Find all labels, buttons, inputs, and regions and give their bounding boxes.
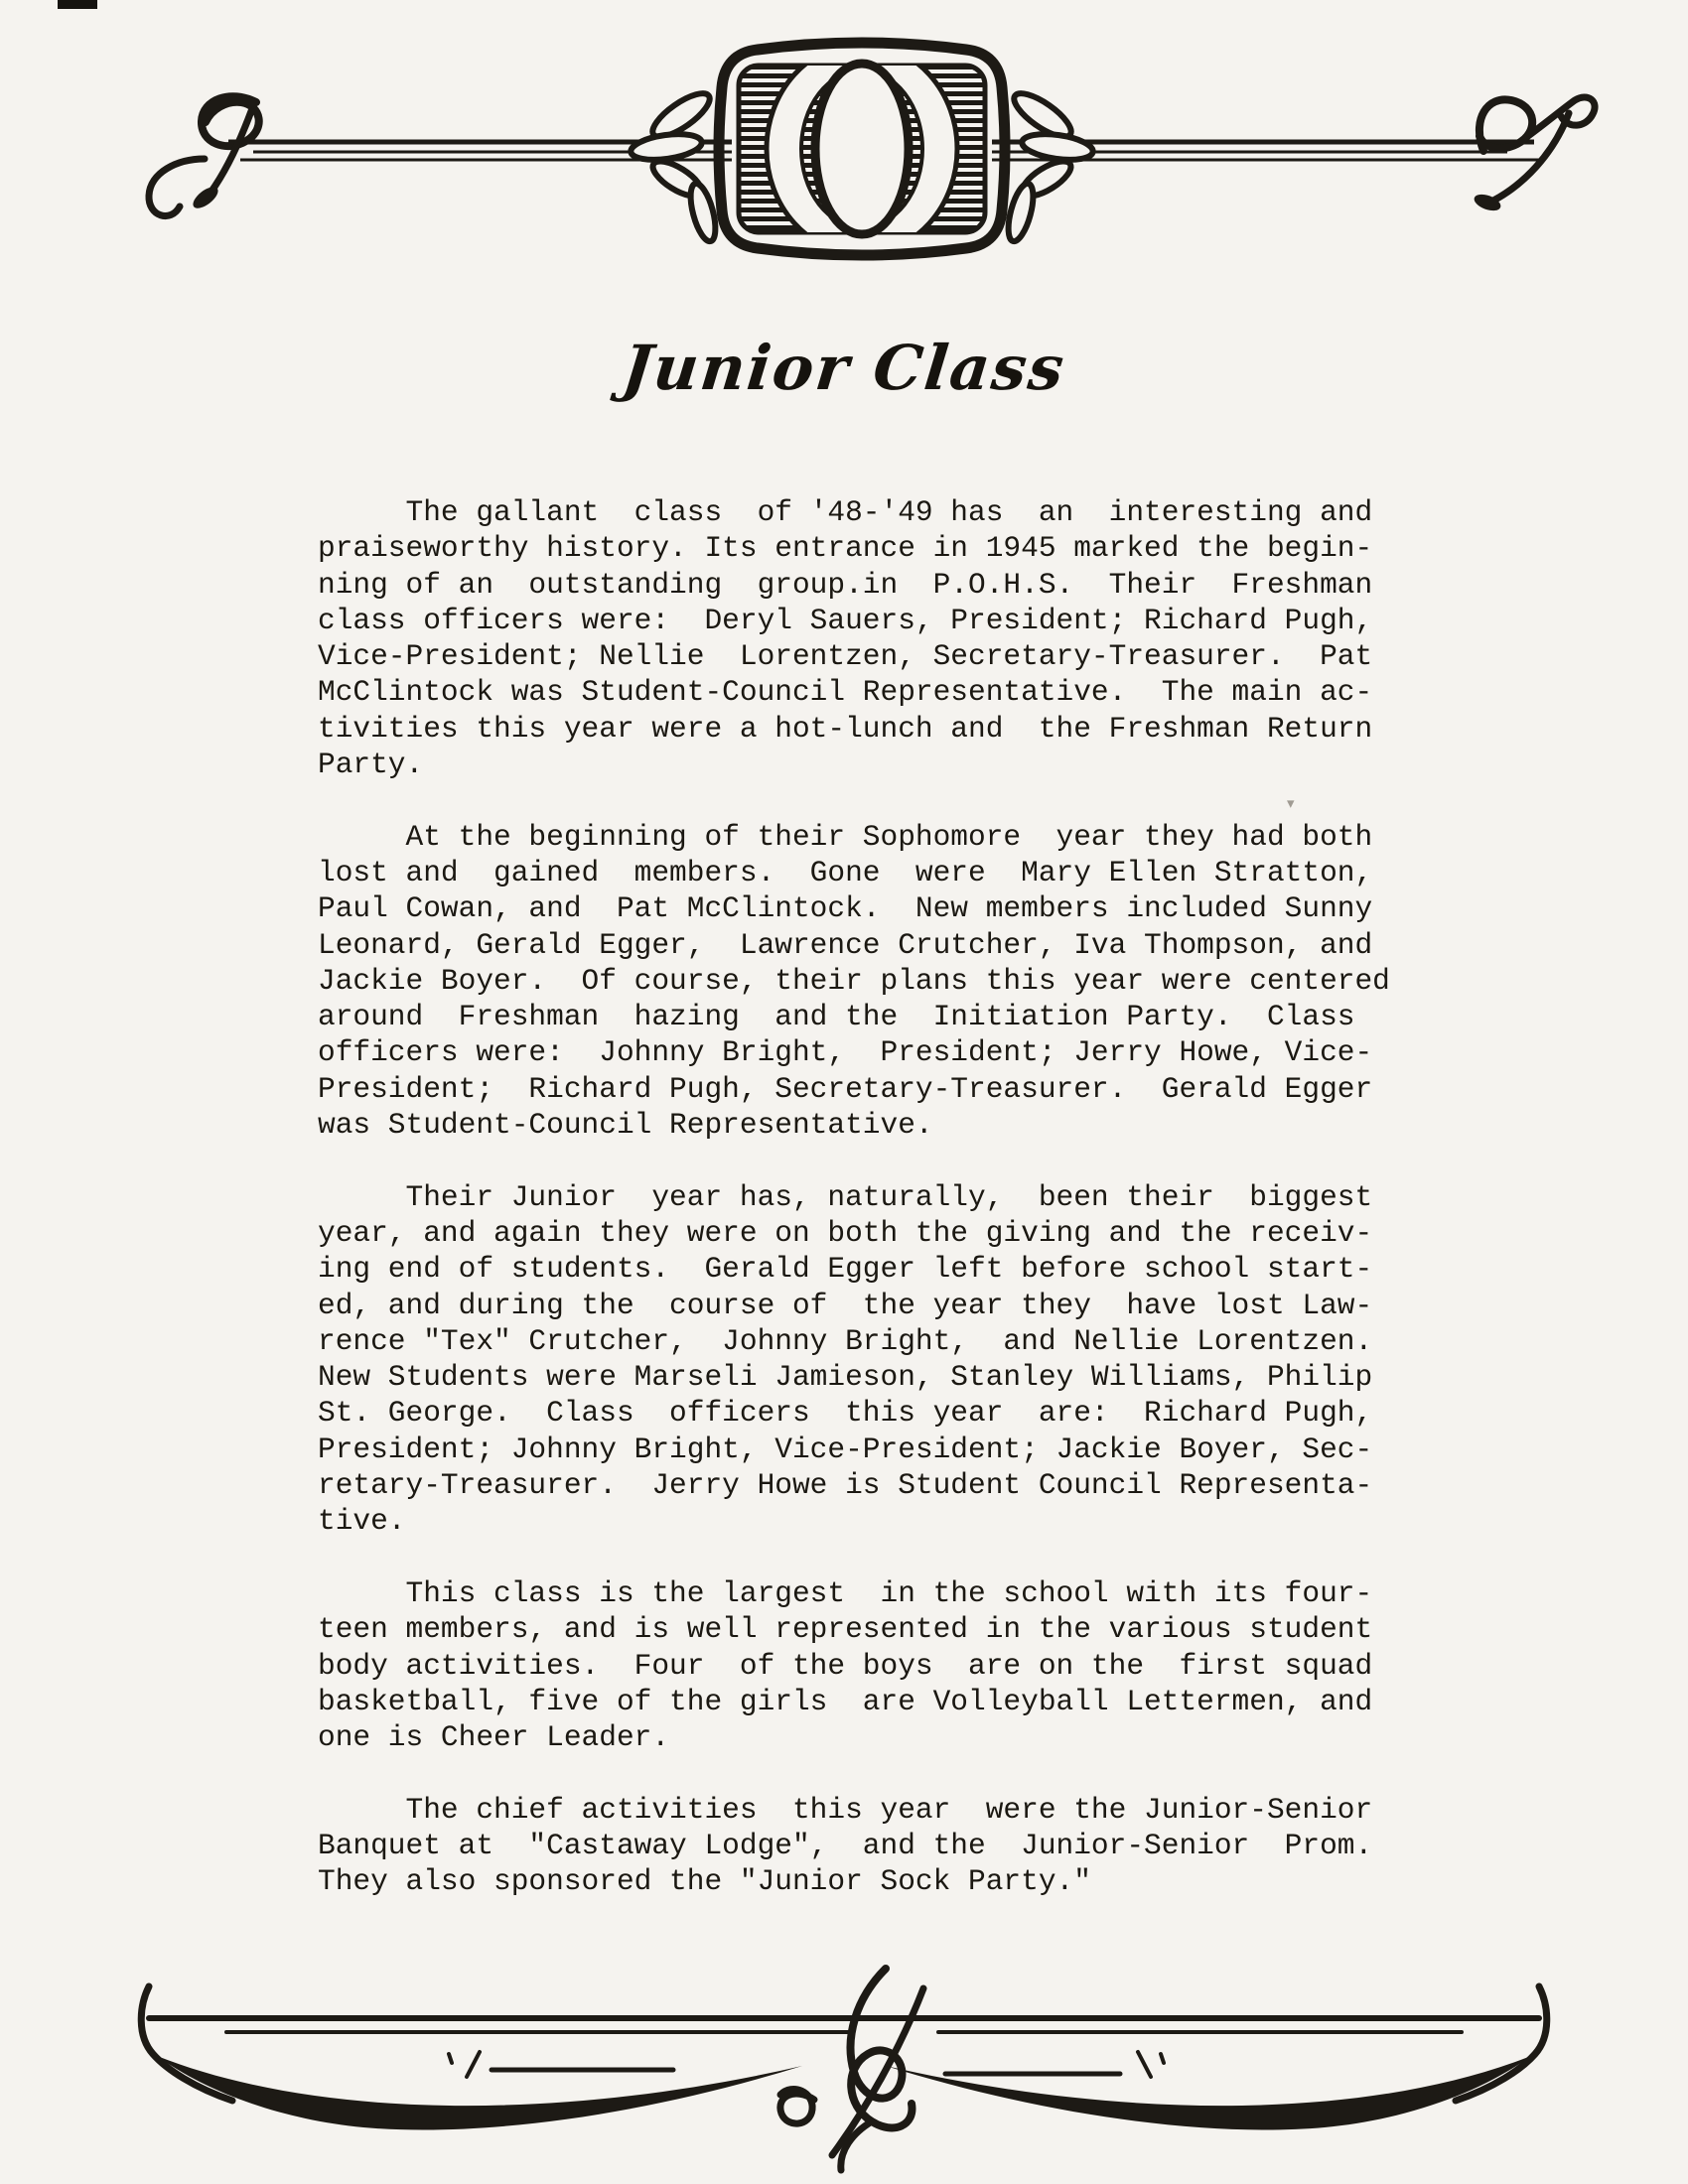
text-line: ing end of students. Gerald Egger left before school start- xyxy=(318,1252,1373,1287)
body-text xyxy=(318,494,1390,1900)
text-line: ed, and during the course of the year they have lost Law- xyxy=(318,1288,1373,1322)
footer-script-flourish xyxy=(780,1969,923,2170)
text-line: They also sponsored the "Junior Sock Party." xyxy=(318,1864,1091,1899)
stray-mark: ▾ xyxy=(1287,794,1295,812)
text-line: Banquet at "Castaway Lodge", and the Junior-Senior Prom. xyxy=(318,1828,1373,1862)
text-line: Their Junior year has, naturally, been their biggest xyxy=(318,1179,1373,1214)
text-line: praiseworthy history. Its entrance in 1945 marked the begin- xyxy=(318,531,1373,566)
text-line: The gallant class of '48-'49 has an interesting and xyxy=(318,495,1373,529)
text-line: rence "Tex" Crutcher, Johnny Bright, and Nellie Lorentzen. xyxy=(318,1323,1373,1358)
text-line: President; Johnny Bright, Vice-President; Jackie Boyer, Sec- xyxy=(318,1432,1373,1466)
page-title: Junior Class xyxy=(619,332,1069,404)
text-line: McClintock was Student-Council Representative. The main ac- xyxy=(318,675,1373,710)
text-line: Party. xyxy=(318,748,424,782)
text-line: St. George. Class officers this year are: Richard Pugh, xyxy=(318,1396,1373,1431)
text-line: lost and gained members. Gone were Mary Ellen Stratton, xyxy=(318,855,1373,889)
header-ornament-icon xyxy=(0,0,1688,328)
text-line: officers were: Johnny Bright, President; Jerry Howe, Vice- xyxy=(318,1035,1373,1070)
text-line: Leonard, Gerald Egger, Lawrence Crutcher, Iva Thompson, and xyxy=(318,927,1373,962)
paragraph xyxy=(318,819,1390,1144)
footer-right-wing xyxy=(886,2056,1531,2129)
right-flourish-icon xyxy=(1472,97,1595,213)
paragraph xyxy=(318,1179,1390,1540)
text-line: one is Cheer Leader. xyxy=(318,1720,670,1755)
text-line: This class is the largest in the school with its four- xyxy=(318,1575,1373,1610)
text-line: Paul Cowan, and Pat McClintock. New members included Sunny xyxy=(318,891,1373,926)
text-line: Vice-President; Nellie Lorentzen, Secretary-Treasurer. Pat xyxy=(318,639,1373,674)
cartouche-emblem-icon xyxy=(630,43,1095,255)
text-line: class officers were: Deryl Sauers, President; Richard Pugh, xyxy=(318,603,1373,637)
text-line: President; Richard Pugh, Secretary-Treasurer. Gerald Egger xyxy=(318,1071,1373,1106)
text-line: retary-Treasurer. Jerry Howe is Student Council Representa- xyxy=(318,1468,1373,1503)
text-line: The chief activities this year were the Junior-Senior xyxy=(318,1792,1373,1827)
text-line: New Students were Marseli Jamieson, Stanley Williams, Philip xyxy=(318,1360,1373,1395)
text-line: was Student-Council Representative. xyxy=(318,1108,933,1143)
text-line: basketball, five of the girls are Volleyball Lettermen, and xyxy=(318,1684,1373,1718)
text-line: ning of an outstanding group.in P.O.H.S. Their Freshman xyxy=(318,567,1373,602)
left-flourish-icon xyxy=(149,96,259,215)
paragraph xyxy=(318,1792,1390,1900)
paragraph xyxy=(318,1575,1390,1755)
text-line: Jackie Boyer. Of course, their plans this year were centered xyxy=(318,963,1390,998)
text-line: tive. xyxy=(318,1504,406,1539)
text-line: around Freshman hazing and the Initiation Party. Class xyxy=(318,1000,1355,1034)
text-line: teen members, and is well represented in the various student xyxy=(318,1612,1373,1647)
footer-ornament-icon xyxy=(0,1931,1688,2184)
paragraph xyxy=(318,494,1390,782)
footer-left-wing xyxy=(157,2056,802,2129)
text-line: tivities this year were a hot-lunch and the Freshman Return xyxy=(318,711,1373,746)
text-line: At the beginning of their Sophomore year they had both xyxy=(318,819,1373,854)
text-line: body activities. Four of the boys are on the first squad xyxy=(318,1648,1373,1683)
text-line: year, and again they were on both the giving and the receiv- xyxy=(318,1215,1373,1250)
